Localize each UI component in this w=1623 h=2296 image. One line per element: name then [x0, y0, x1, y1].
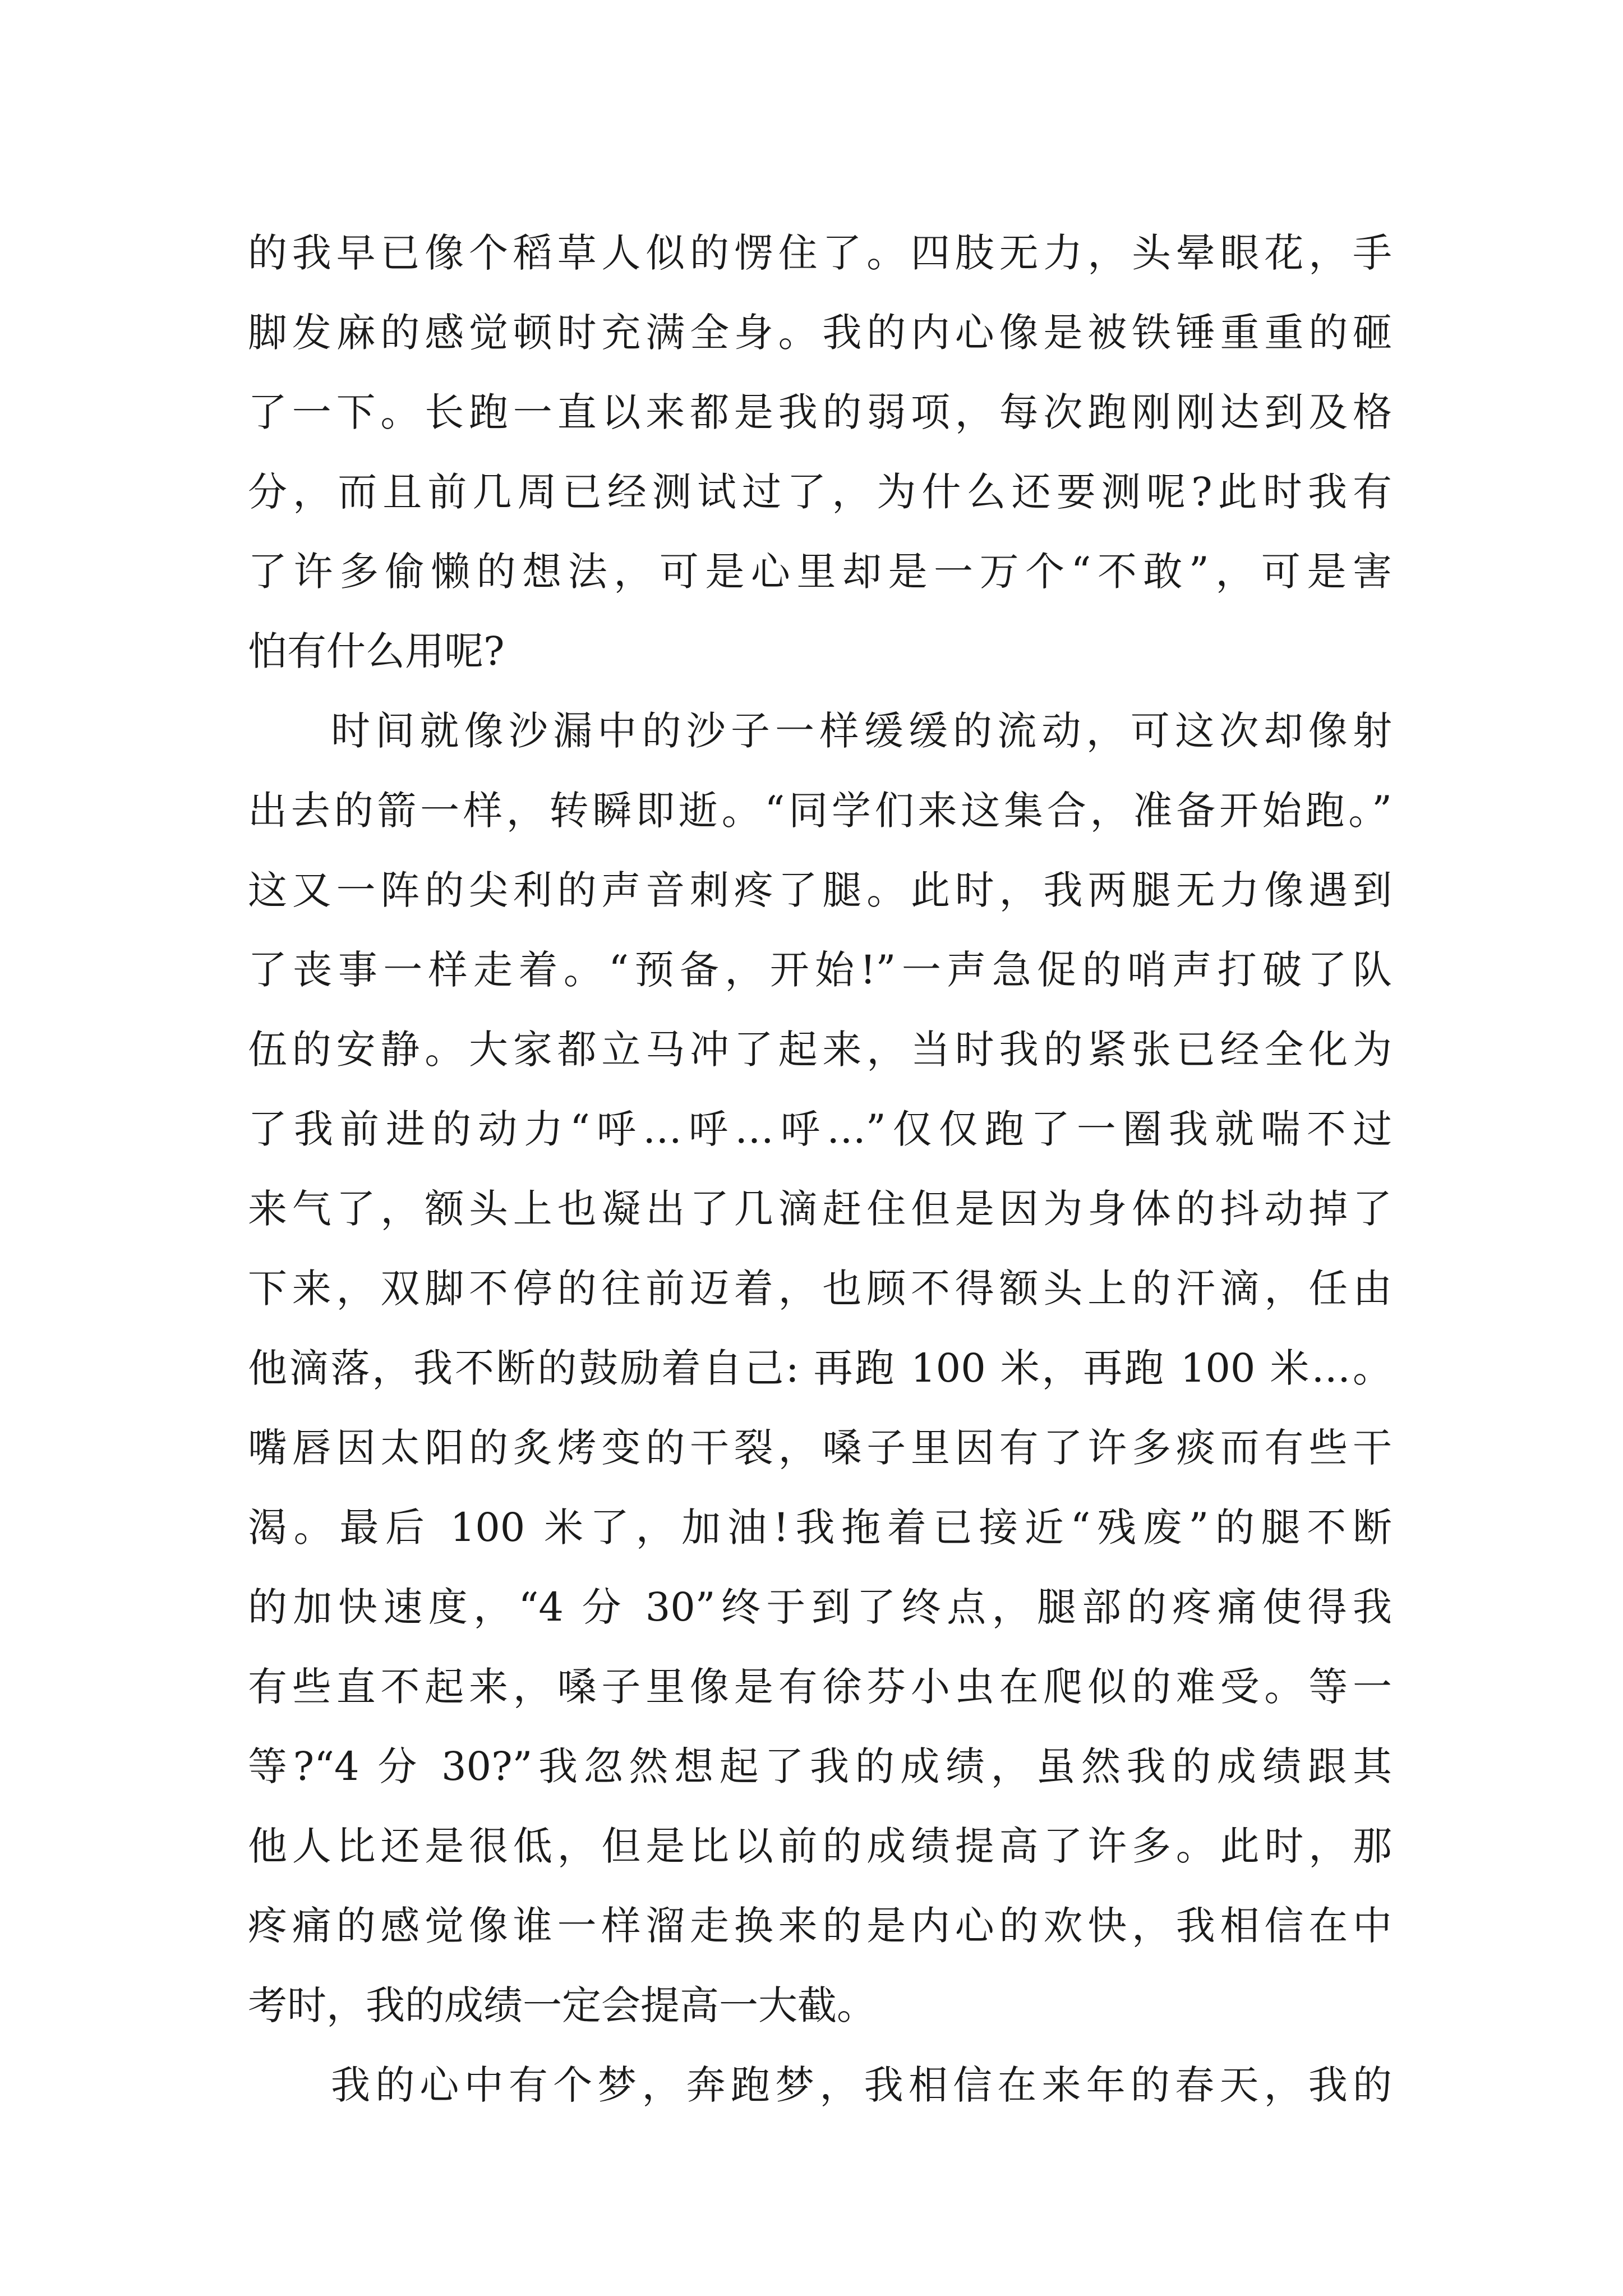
- text-line: 的我早已像个稻草人似的愣住了。四肢无力，头晕眼花，手: [248, 230, 1392, 276]
- text-line: 出去的箭一样，转瞬即逝。“同学们来这集合，准备开始跑。”: [248, 788, 1392, 834]
- text-line: 了丧事一样走着。“预备，开始!”一声急促的哨声打破了队: [248, 947, 1392, 993]
- text-line: 等?“4 分 30?”我忽然想起了我的成绩，虽然我的成绩跟其: [248, 1743, 1392, 1789]
- text-line: 了许多偷懒的想法，可是心里却是一万个“不敢”，可是害: [248, 549, 1392, 595]
- text-line: 的加快速度，“4 分 30”终于到了终点，腿部的疼痛使得我: [248, 1584, 1392, 1630]
- text-line: 下来，双脚不停的往前迈着，也顾不得额头上的汗滴，任由: [248, 1266, 1392, 1312]
- paragraph: [248, 213, 1392, 691]
- text-line: 伍的安静。大家都立马冲了起来，当时我的紧张已经全化为: [248, 1027, 1392, 1073]
- text-line: 了一下。长跑一直以来都是我的弱项，每次跑刚刚达到及格: [248, 389, 1392, 435]
- text-line: 嘴唇因太阳的炙烤变的干裂，嗓子里因有了许多痰而有些干: [248, 1425, 1392, 1471]
- text-line: 怕有什么用呢?: [248, 628, 505, 674]
- text-line: 了我前进的动力“呼…呼…呼…”仅仅跑了一圈我就喘不过: [248, 1106, 1392, 1152]
- text-line: 我的心中有个梦，奔跑梦，我相信在来年的春天，我的: [331, 2062, 1392, 2108]
- text-line: 来气了，额头上也凝出了几滴赶住但是因为身体的抖动掉了: [248, 1186, 1392, 1232]
- text-line: 渴。最后 100 米了，加油!我拖着已接近“残废”的腿不断: [248, 1504, 1392, 1550]
- paragraph: [248, 2045, 1392, 2125]
- text-line: 有些直不起来，嗓子里像是有徐芬小虫在爬似的难受。等一: [248, 1664, 1392, 1710]
- text-line: 脚发麻的感觉顿时充满全身。我的内心像是被铁锤重重的砸: [248, 310, 1392, 356]
- text-line: 这又一阵的尖利的声音刺疼了腿。此时，我两腿无力像遇到: [248, 867, 1392, 913]
- text-line: 他滴落，我不断的鼓励着自己: 再跑 100 米，再跑 100 米…。: [248, 1345, 1392, 1391]
- body-text: [248, 213, 1392, 2125]
- text-line: 他人比还是很低，但是比以前的成绩提高了许多。此时，那: [248, 1823, 1392, 1869]
- text-line: 考时，我的成绩一定会提高一大截。: [248, 1982, 876, 2028]
- text-line: 分，而且前几周已经测试过了，为什么还要测呢?此时我有: [248, 469, 1392, 515]
- text-line: 疼痛的感觉像谁一样溜走换来的是内心的欢快，我相信在中: [248, 1903, 1392, 1949]
- paragraph: [248, 691, 1392, 2045]
- text-line: 时间就像沙漏中的沙子一样缓缓的流动，可这次却像射: [331, 708, 1392, 754]
